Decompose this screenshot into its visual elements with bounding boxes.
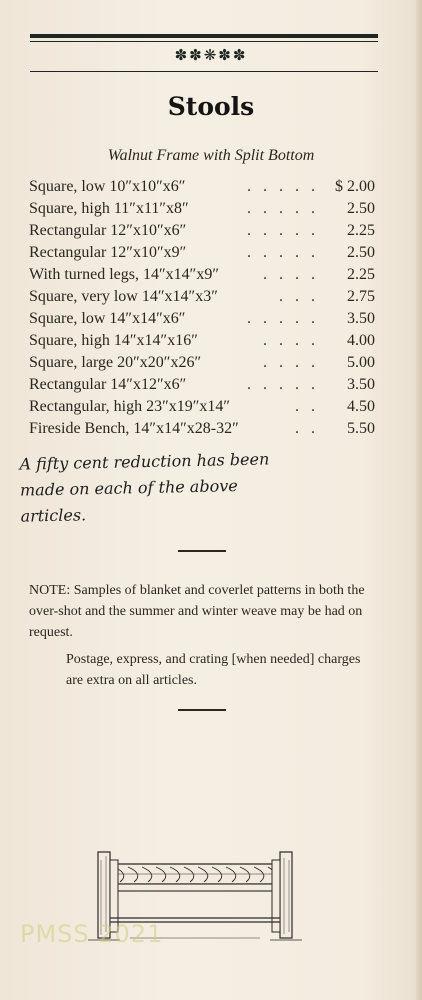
price-row xyxy=(29,264,379,286)
item-price: 4.50 xyxy=(347,398,375,415)
item-description: Rectangular 12″x10″x9″ xyxy=(29,244,187,261)
price-row xyxy=(29,198,379,220)
price-row xyxy=(29,418,379,440)
page-title: Stools xyxy=(167,92,255,121)
item-price: 3.50 xyxy=(347,310,375,327)
item-price: 5.00 xyxy=(347,354,375,371)
note-text: Samples of blanket and coverlet patterns in both the over-shot and the summer and winter weave may be had on request. xyxy=(29,583,365,640)
top-thin-rule xyxy=(30,41,378,42)
item-description: Fireside Bench, 14″x14″x28-32″ xyxy=(29,420,239,437)
leader-dots: . . . . . xyxy=(247,200,319,217)
price-row xyxy=(29,330,379,352)
leader-dots: . . . . xyxy=(263,266,319,283)
item-price: 2.50 xyxy=(347,200,375,217)
section-divider xyxy=(178,550,226,552)
leader-dots: . . xyxy=(295,398,319,415)
note-paragraph xyxy=(29,580,379,643)
item-description: Square, low 14″x14″x6″ xyxy=(29,310,186,327)
handwritten-note xyxy=(19,444,371,529)
leader-dots: . . . . . xyxy=(247,244,319,261)
item-price: 2.25 xyxy=(347,222,375,239)
handwritten-line: articles. xyxy=(20,505,87,526)
item-description: Square, low 10″x10″x6″ xyxy=(29,178,186,195)
ornament-divider: ✽✽❋✽✽ xyxy=(174,46,248,64)
leader-dots: . . . . . xyxy=(247,222,319,239)
item-price: $ 2.00 xyxy=(335,178,375,195)
leader-dots: . . . . xyxy=(263,354,319,371)
price-row xyxy=(29,352,379,374)
leader-dots: . . . . . xyxy=(247,310,319,327)
note-label: NOTE: xyxy=(29,583,71,598)
item-description: Rectangular, high 23″x19″x14″ xyxy=(29,398,231,415)
note-paragraph-2: Postage, express, and crating [when needed] charges are extra on all articles. xyxy=(66,652,361,688)
leader-dots: . . xyxy=(295,420,319,437)
item-price: 5.50 xyxy=(347,420,375,437)
section-divider-2 xyxy=(178,709,226,711)
price-row xyxy=(29,374,379,396)
item-description: Square, large 20″x20″x26″ xyxy=(29,354,202,371)
leader-dots: . . . . . xyxy=(247,178,319,195)
leader-dots: . . . . . xyxy=(247,376,319,393)
top-thick-rule xyxy=(30,34,378,38)
price-list xyxy=(29,176,379,440)
handwritten-line: A fifty cent reduction has been xyxy=(19,449,270,474)
item-price: 2.75 xyxy=(347,288,375,305)
item-price: 2.50 xyxy=(347,244,375,261)
item-price: 3.50 xyxy=(347,376,375,393)
leader-dots: . . . xyxy=(279,288,319,305)
watermark-stamp: PMSS 2021 xyxy=(20,920,164,948)
price-row xyxy=(29,286,379,308)
item-description: Square, high 11″x11″x8″ xyxy=(29,200,189,217)
leader-dots: . . . . xyxy=(263,332,319,349)
item-description: Rectangular 12″x10″x6″ xyxy=(29,222,187,239)
item-description: Rectangular 14″x12″x6″ xyxy=(29,376,187,393)
item-description: Square, very low 14″x14″x3″ xyxy=(29,288,218,305)
item-price: 2.25 xyxy=(347,266,375,283)
price-row xyxy=(29,308,379,330)
price-row xyxy=(29,242,379,264)
note-block xyxy=(29,580,379,691)
item-description: With turned legs, 14″x14″x9″ xyxy=(29,266,219,283)
handwritten-line: made on each of the above xyxy=(19,476,238,500)
price-row xyxy=(29,220,379,242)
item-price: 4.00 xyxy=(347,332,375,349)
ornament-bottom-rule xyxy=(30,71,378,72)
price-row xyxy=(29,396,379,418)
page-subtitle: Walnut Frame with Split Bottom xyxy=(107,147,315,164)
price-row xyxy=(29,176,379,198)
item-description: Square, high 14″x14″x16″ xyxy=(29,332,198,349)
